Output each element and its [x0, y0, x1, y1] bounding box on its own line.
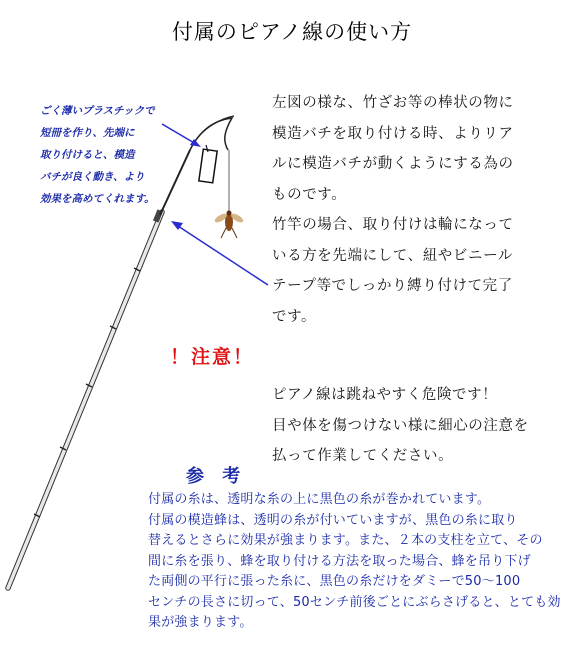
- usage-line: 模造バチを取り付ける時、よりリア: [272, 125, 514, 142]
- reference-line: 替えるとさらに効果が強まります。また、２本の支柱を立て、その: [148, 533, 543, 548]
- reference-line: 間に糸を張り、蜂を取り付ける方法を取った場合、蜂を吊り下げ: [148, 553, 531, 569]
- reference-line: センチの長さに切って、50センチ前後ごとにぶらさげると、とても効: [148, 594, 561, 610]
- bee-icon: [213, 211, 244, 239]
- reference-text: [148, 490, 578, 634]
- warning-text: [272, 380, 572, 472]
- note-line: 効果を高めてくれます。: [40, 193, 155, 205]
- reference-heading: 参 考: [186, 466, 247, 487]
- plastic-strip-note: [40, 100, 180, 210]
- note-line: 取り付けると、模造: [40, 149, 135, 161]
- usage-line: いる方を先端にして、紐やビニール: [272, 247, 514, 264]
- usage-line: 竹竿の場合、取り付けは輪になって: [272, 217, 514, 233]
- note-line: ごく薄いプラスチックで: [40, 105, 155, 117]
- reference-line: 付属の模造蜂は、透明の糸が付いていますが、黒色の糸に取り: [148, 512, 518, 528]
- warning-line: ピアノ線は跳ねやすく危険です！: [272, 387, 498, 403]
- usage-line: ものです。: [272, 186, 347, 203]
- reference-line: 果が強まります。: [148, 615, 253, 630]
- note-line: 短冊を作り、先端に: [40, 127, 135, 139]
- reference-line: 付属の糸は、透明な糸の上に黒色の糸が巻かれています。: [148, 492, 491, 507]
- page-title: 付属のピアノ線の使い方: [171, 20, 413, 44]
- note-line: バチが良く動き、より: [40, 171, 145, 183]
- plastic-strip: [199, 149, 217, 183]
- usage-line: テープ等でしっかり縛り付けて完了: [272, 278, 513, 294]
- usage-line: 左図の様な、竹ざお等の棒状の物に: [272, 95, 514, 111]
- reference-line: た両側の平行に張った糸に、黒色の糸だけをダミーで50～100: [148, 574, 521, 589]
- usage-line: ルに模造バチが動くようにする為の: [272, 156, 514, 172]
- usage-line: です。: [272, 308, 317, 325]
- arrow-to-tip-icon: [171, 221, 268, 285]
- caution-heading: ！注意！: [170, 346, 255, 368]
- warning-line: 払って作業してください。: [272, 448, 454, 464]
- warning-line: 目や体を傷つけない様に細心の注意を: [272, 417, 529, 434]
- usage-description: [272, 88, 572, 332]
